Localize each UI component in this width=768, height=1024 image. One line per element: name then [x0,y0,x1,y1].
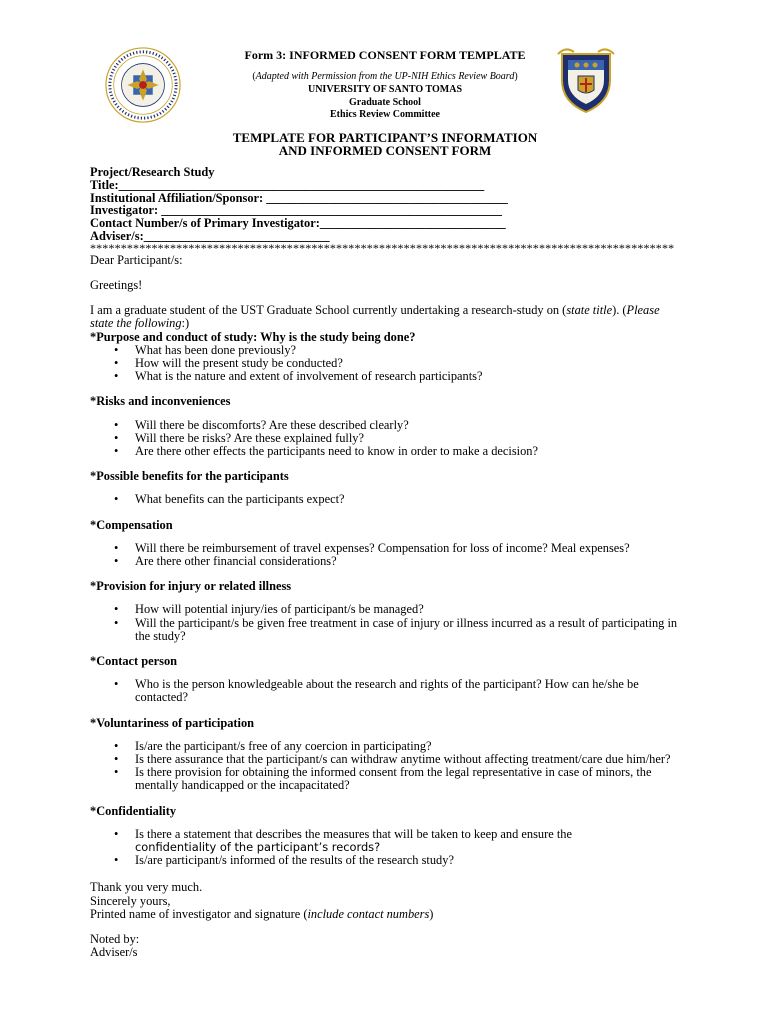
section-heading-compensation: *Compensation [90,517,173,532]
section-heading-benefits: *Possible benefits for the participants [90,469,289,484]
list-item: • Is there provision for obtaining the informed consent from the legal representative in case of minors, the mentally handicapped or the incapacitated? [90,766,680,792]
list-item: • What is the nature and extent of involvement of research participants? [90,370,680,383]
document-title-line-2: AND INFORMED CONSENT FORM [278,143,492,158]
list-item: • Will the participant/s be given free treatment in case of injury or illness incurred as a result of participating in the study? [90,617,680,643]
section-heading-confidentiality: *Confidentiality [90,803,177,818]
list-confidentiality [90,828,680,868]
list-item: • Is/are the participant/s free of any coercion in participating? [90,740,680,753]
section-heading-voluntariness: *Voluntariness of participation [90,715,255,730]
salutation: Dear Participant/s: [90,252,183,267]
section-heading-purpose: *Purpose and conduct of study: Why is the study being done? [90,329,416,344]
field-contact-number: Contact Number/s of Primary Investigator:______________________________ [90,216,506,231]
section-heading-injury: *Provision for injury or related illness [90,579,292,594]
university-seal-icon [104,46,182,124]
closing-sincerely: Sincerely yours, [90,893,171,908]
adapted-note: (Adapted with Permission from the UP-NIH Ethics Review Board) [252,71,518,82]
field-affiliation: Institutional Affiliation/Sponsor: _______________________________________ [90,190,508,205]
section-heading-contact: *Contact person [90,654,178,669]
list-item: • Is there assurance that the participant/s can withdraw anytime without affecting treatment/care due him/her? [90,753,680,766]
list-compensation [90,542,680,568]
list-item: • Are there other financial considerations? [90,555,680,568]
list-item: • How will potential injury/ies of participant/s be managed? [90,603,680,616]
field-title: Title:___________________________________________________________ [90,177,485,192]
list-purpose [90,344,680,384]
list-contact [90,678,680,704]
list-item: • Will there be risks? Are these explained fully? [90,432,680,445]
list-voluntariness [90,740,680,793]
committee-name: Ethics Review Committee [330,109,440,120]
closing-thanks: Thank you very much. [90,880,203,895]
closing-noted-by: Noted by: [90,932,140,947]
field-investigator: Investigator: _______________________________________________________ [90,203,502,218]
study-fields [90,166,680,243]
list-injury [90,603,680,643]
list-benefits [90,493,680,506]
list-item: • Is/are participant/s informed of the results of the research study? [90,854,680,867]
list-item: • How will the present study be conducted? [90,357,680,370]
list-item: • What benefits can the participants expect? [90,493,680,506]
list-item: • Are there other effects the participants need to know in order to make a decision? [90,445,680,458]
divider-line: *********************************************************************************************** [90,242,675,254]
document-title-line-1: TEMPLATE FOR PARTICIPANT’S INFORMATION [232,130,538,145]
field-adviser: Adviser/s:______________________________ [90,228,330,243]
greeting: Greetings! [90,277,143,292]
list-risks [90,419,680,459]
university-name: UNIVERSITY OF SANTO TOMAS [307,84,463,95]
list-item: • Will there be reimbursement of travel expenses? Compensation for loss of income? Meal expenses? [90,542,680,555]
list-item: • Will there be discomforts? Are these described clearly? [90,419,680,432]
closing-printed-name: Printed name of investigator and signature (include contact numbers) [90,906,434,921]
list-item: • Who is the person knowledgeable about the research and rights of the participant? How can he/she be contacted? [90,678,680,704]
field-project: Project/Research Study [90,165,215,179]
document-body [90,166,680,960]
intro-paragraph: I am a graduate student of the UST Graduate School currently undertaking a research-study on (state title). (Please state the following:) [90,303,660,331]
closing-adviser: Adviser/s [90,945,138,960]
school-name: Graduate School [349,97,421,108]
list-item: • What has been done previously? [90,344,680,357]
list-item: • Is there a statement that describes the measures that will be taken to keep and ensure the confidentiality of the participant’s records? [90,828,680,854]
form-title: Form 3: INFORMED CONSENT FORM TEMPLATE [244,48,526,62]
section-heading-risks: *Risks and inconveniences [90,394,231,409]
